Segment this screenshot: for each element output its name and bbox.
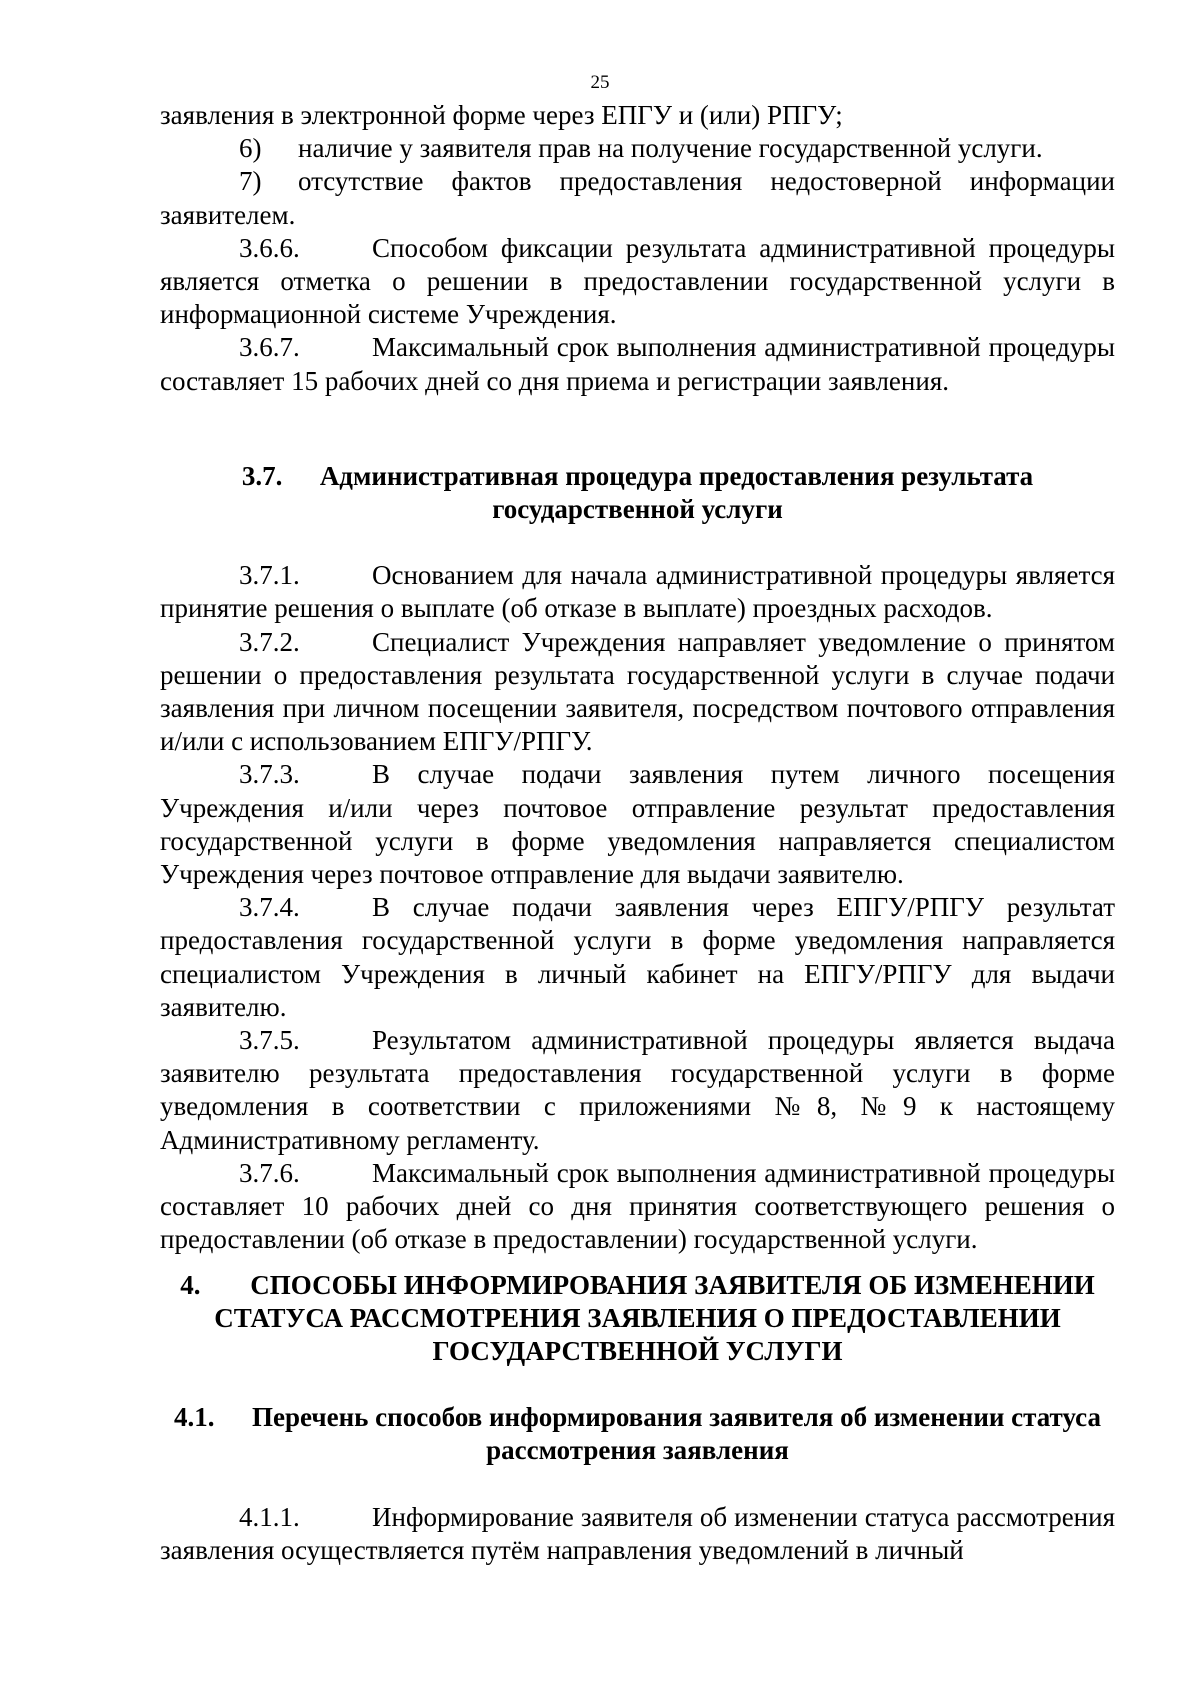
clause-3-6-7 bbox=[160, 331, 1115, 397]
item-number: 7) bbox=[239, 166, 262, 197]
heading-text: Перечень способов информирования заявителя об изменении статуса рассмотрения заявления bbox=[252, 1402, 1101, 1466]
clause-number: 3.7.1. bbox=[239, 560, 300, 591]
paragraph-text: Информирование заявителя об изменении статуса рассмотрения заявления осуществляется путём направления уведомлений в личный bbox=[160, 1501, 1115, 1565]
clause-number: 4.1.1. bbox=[239, 1501, 300, 1532]
paragraph-text: Основанием для начала административной процедуры является принятие решения о выплате (об отказе в выплате) проездных расходов. bbox=[160, 560, 1115, 624]
paragraph-text: Способом фиксации результата административной процедуры является отметка о решении в предоставлении государственной услуги в информационной системе Учреждения. bbox=[160, 232, 1115, 330]
clause-3-7-1 bbox=[160, 559, 1115, 625]
clause-number: 3.6.6. bbox=[239, 232, 300, 263]
clause-3-7-3 bbox=[160, 758, 1115, 891]
paragraph-text: наличие у заявителя прав на получение государственной услуги. bbox=[298, 133, 1043, 164]
clause-number: 3.7.5. bbox=[239, 1025, 300, 1056]
clause-number: 3.6.7. bbox=[239, 332, 300, 363]
section-heading-4-1 bbox=[160, 1401, 1115, 1467]
list-item-6 bbox=[160, 132, 1115, 165]
clause-number: 3.7.6. bbox=[239, 1157, 300, 1188]
heading-number: 4. bbox=[180, 1269, 201, 1300]
paragraph-text: Специалист Учреждения направляет уведомление о принятом решении о предоставления результата государственной услуги в случае подачи заявления при личном посещении заявителя, посредством почтового отправления и/или с использованием ЕПГУ/РПГУ. bbox=[160, 626, 1115, 757]
heading-number: 3.7. bbox=[241, 460, 283, 491]
paragraph-text: Максимальный срок выполнения административной процедуры составляет 15 рабочих дней со дня приема и регистрации заявления. bbox=[160, 332, 1115, 396]
clause-3-7-2 bbox=[160, 626, 1115, 759]
clause-3-7-5 bbox=[160, 1024, 1115, 1157]
page-number: 25 bbox=[590, 72, 610, 93]
paragraph-continuation bbox=[160, 99, 1115, 132]
clause-3-6-6 bbox=[160, 232, 1115, 332]
clause-3-7-4 bbox=[160, 891, 1115, 1024]
paragraph-text: заявления в электронной форме через ЕПГУ и (или) РПГУ; bbox=[160, 100, 843, 130]
paragraph-text: В случае подачи заявления через ЕПГУ/РПГУ результат предоставления государственной услуги в форме уведомления направляется специалистом Учреждения в личный кабинет на ЕПГУ/РПГУ для выдачи заявителю. bbox=[160, 892, 1115, 1022]
list-item-7 bbox=[160, 165, 1115, 231]
heading-text: СПОСОБЫ ИНФОРМИРОВАНИЯ ЗАЯВИТЕЛЯ ОБ ИЗМЕНЕНИИ СТАТУСА РАССМОТРЕНИЯ ЗАЯВЛЕНИЯ О ПРЕДОСТАВЛЕНИИ ГОСУДАРСТВЕННОЙ УСЛУГИ bbox=[214, 1269, 1095, 1366]
paragraph-text: Результатом административной процедуры является выдача заявителю результата предоставления государственной услуги в форме уведомления в соответствии с приложениями №8, №9 к настоящему Административному регламенту. bbox=[160, 1025, 1115, 1155]
section-heading-3-7 bbox=[160, 460, 1115, 526]
clause-4-1-1 bbox=[160, 1501, 1115, 1567]
paragraph-text: отсутствие фактов предоставления недостоверной информации заявителем. bbox=[160, 166, 1115, 230]
clause-number: 3.7.4. bbox=[239, 892, 300, 923]
paragraph-text: Максимальный срок выполнения административной процедуры составляет 10 рабочих дней со дня принятия соответствующего решения о предоставлении (об отказе в предоставлении) государственной услуги. bbox=[160, 1157, 1115, 1255]
item-number: 6) bbox=[239, 133, 262, 164]
document-body bbox=[160, 99, 1115, 1567]
clause-number: 3.7.3. bbox=[239, 759, 300, 790]
heading-number: 4.1. bbox=[174, 1402, 215, 1433]
heading-text: Административная процедура предоставления результата государственной услуги bbox=[319, 460, 1034, 525]
clause-3-7-6 bbox=[160, 1157, 1115, 1257]
section-heading-4 bbox=[160, 1269, 1115, 1369]
clause-number: 3.7.2. bbox=[239, 626, 300, 657]
paragraph-text: В случае подачи заявления путем личного посещения Учреждения и/или через почтовое отправление результат предоставления государственной услуги в форме уведомления направляется специалистом Учреждения через почтовое отправление для выдачи заявителю. bbox=[160, 759, 1115, 890]
